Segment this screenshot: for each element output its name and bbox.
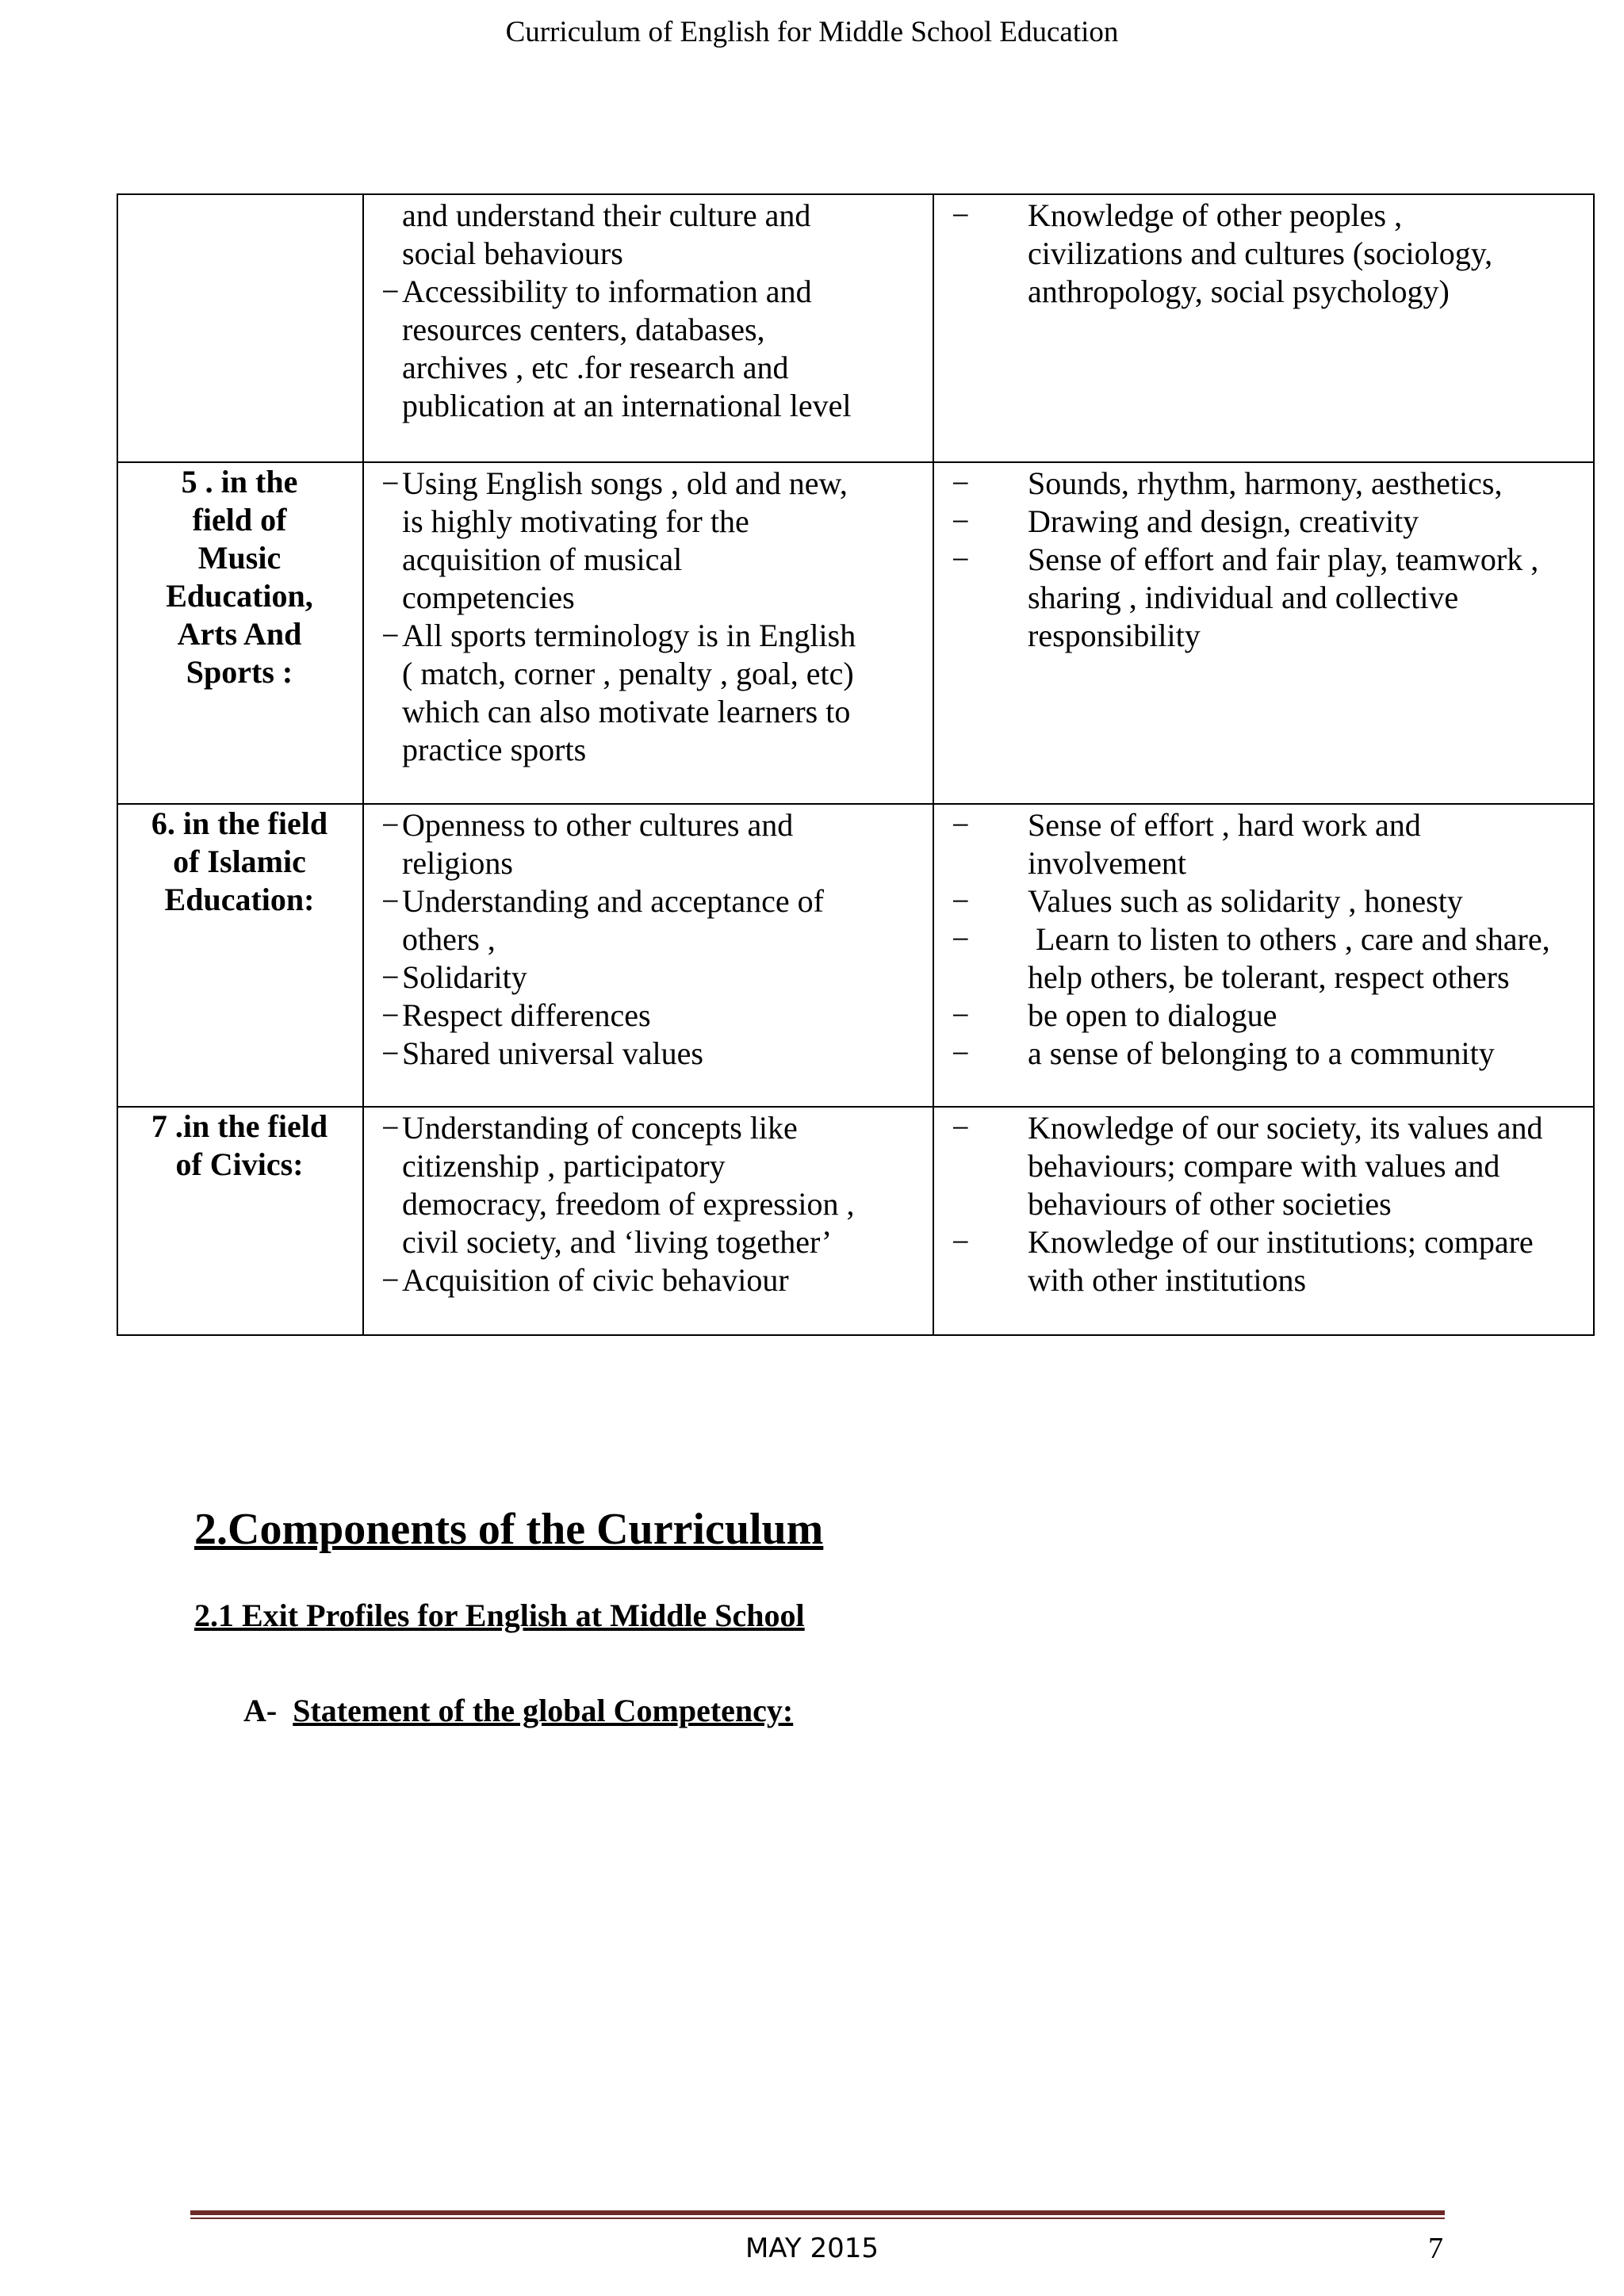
list-item bbox=[375, 997, 920, 1035]
bullet-dash: − bbox=[381, 807, 400, 843]
item-line: All sports terminology is in English bbox=[402, 618, 856, 653]
item-line: democracy, freedom of expression , bbox=[402, 1186, 855, 1222]
list-item bbox=[945, 503, 1580, 541]
page-number: 7 bbox=[1428, 2232, 1443, 2265]
field-label: 7 .in the field bbox=[151, 1108, 328, 1144]
field-cell bbox=[117, 462, 363, 804]
item-line: religions bbox=[402, 845, 513, 881]
page-header: Curriculum of English for Middle School Education bbox=[505, 16, 1119, 48]
item-line: anthropology, social psychology) bbox=[1028, 274, 1450, 309]
list-item bbox=[945, 1223, 1580, 1299]
item-line: behaviours of other societies bbox=[1028, 1186, 1392, 1222]
list-item bbox=[375, 617, 920, 769]
bullet-dash: − bbox=[381, 883, 400, 919]
curriculum-table bbox=[117, 193, 1595, 1336]
list-item bbox=[375, 959, 920, 997]
field-cell bbox=[117, 1107, 363, 1335]
section-heading: 2.Components of the Curriculum bbox=[194, 1505, 824, 1554]
item-line: archives , etc .for research and bbox=[402, 350, 789, 385]
item-line: publication at an international level bbox=[402, 388, 852, 423]
statement-heading bbox=[243, 1691, 793, 1731]
bullet-dash: − bbox=[381, 465, 400, 501]
list-item bbox=[375, 1261, 920, 1299]
bullet-dash: − bbox=[952, 1110, 970, 1146]
list-item bbox=[375, 465, 920, 617]
table-row bbox=[117, 804, 1594, 1107]
field-label: Sports : bbox=[186, 654, 293, 690]
bullet-dash: − bbox=[381, 618, 400, 653]
middle-cell bbox=[363, 804, 933, 1107]
statement-text: Statement of the global Competency: bbox=[293, 1693, 794, 1728]
bullet-dash: − bbox=[952, 807, 970, 843]
right-cell bbox=[933, 194, 1594, 462]
item-line: civil society, and ‘living together’ bbox=[402, 1224, 833, 1260]
item-line: Shared universal values bbox=[402, 1035, 703, 1071]
bullet-dash: − bbox=[381, 1110, 400, 1146]
item-line: competencies bbox=[402, 580, 575, 615]
bullet-dash: − bbox=[952, 1224, 970, 1260]
item-line: a sense of belonging to a community bbox=[1028, 1035, 1495, 1071]
item-line: be open to dialogue bbox=[1028, 997, 1277, 1033]
field-label: 5 . in the bbox=[181, 464, 298, 499]
item-line: behaviours; compare with values and bbox=[1028, 1148, 1500, 1184]
field-label: Education, bbox=[166, 578, 313, 614]
field-label: 6. in the field bbox=[151, 806, 328, 841]
right-cell bbox=[933, 462, 1594, 804]
item-line: Understanding of concepts like bbox=[402, 1110, 798, 1146]
list-item bbox=[945, 465, 1580, 503]
item-line: citizenship , participatory bbox=[402, 1148, 726, 1184]
right-cell bbox=[933, 804, 1594, 1107]
item-line: others , bbox=[402, 921, 496, 957]
field-label: Music bbox=[197, 540, 282, 576]
list-item bbox=[375, 273, 920, 425]
list-item bbox=[945, 997, 1580, 1035]
table-row bbox=[117, 462, 1594, 804]
item-line: practice sports bbox=[402, 732, 587, 767]
item-line: with other institutions bbox=[1028, 1262, 1307, 1298]
list-item bbox=[945, 1035, 1580, 1073]
continuation-line: and understand their culture and bbox=[402, 197, 811, 233]
item-line: Drawing and design, creativity bbox=[1028, 503, 1419, 539]
bullet-dash: − bbox=[952, 883, 970, 919]
item-line: Acquisition of civic behaviour bbox=[402, 1262, 789, 1298]
item-line: responsibility bbox=[1028, 618, 1201, 653]
item-line: Knowledge of other peoples , bbox=[1028, 197, 1403, 233]
list-item bbox=[375, 1109, 920, 1261]
bullet-dash: − bbox=[952, 921, 970, 957]
list-item bbox=[375, 806, 920, 882]
item-line: involvement bbox=[1028, 845, 1186, 881]
list-item bbox=[945, 806, 1580, 882]
bullet-dash: − bbox=[952, 997, 970, 1033]
field-label: of Civics: bbox=[175, 1146, 304, 1182]
bullet-dash: − bbox=[952, 503, 970, 539]
field-label: Arts And bbox=[177, 616, 302, 652]
item-line: Understanding and acceptance of bbox=[402, 883, 824, 919]
item-line: Values such as solidarity , honesty bbox=[1028, 883, 1463, 919]
field-label: field of bbox=[192, 502, 287, 538]
bullet-dash: − bbox=[952, 197, 970, 233]
subsection-heading: 2.1 Exit Profiles for English at Middle School bbox=[194, 1598, 805, 1633]
bullet-dash: − bbox=[381, 274, 400, 309]
item-line: resources centers, databases, bbox=[402, 312, 765, 347]
right-cell bbox=[933, 1107, 1594, 1335]
statement-marker: A- bbox=[243, 1693, 278, 1728]
middle-cell bbox=[363, 194, 933, 462]
field-cell bbox=[117, 194, 363, 462]
item-line: Solidarity bbox=[402, 959, 527, 995]
middle-cell bbox=[363, 462, 933, 804]
item-line: acquisition of musical bbox=[402, 541, 683, 577]
item-line: Using English songs , old and new, bbox=[402, 465, 848, 501]
item-line: Openness to other cultures and bbox=[402, 807, 794, 843]
bullet-dash: − bbox=[381, 959, 400, 995]
item-line: sharing , individual and collective bbox=[1028, 580, 1459, 615]
item-line: civilizations and cultures (sociology, bbox=[1028, 235, 1493, 271]
continuation-line: social behaviours bbox=[402, 235, 623, 271]
list-item bbox=[945, 541, 1580, 655]
bullet-dash: − bbox=[381, 1035, 400, 1071]
list-item bbox=[375, 882, 920, 959]
list-item bbox=[945, 920, 1580, 997]
middle-cell bbox=[363, 1107, 933, 1335]
list-item bbox=[375, 1035, 920, 1073]
item-line: which can also motivate learners to bbox=[402, 694, 851, 729]
bullet-dash: − bbox=[952, 541, 970, 577]
item-line: Sense of effort , hard work and bbox=[1028, 807, 1421, 843]
bullet-dash: − bbox=[952, 1035, 970, 1071]
bullet-dash: − bbox=[381, 1262, 400, 1298]
bullet-dash: − bbox=[952, 465, 970, 501]
list-item bbox=[945, 1109, 1580, 1223]
item-line: Respect differences bbox=[402, 997, 651, 1033]
item-line: ( match, corner , penalty , goal, etc) bbox=[402, 656, 854, 691]
footer-rule bbox=[190, 2210, 1445, 2215]
item-line: Sense of effort and fair play, teamwork , bbox=[1028, 541, 1539, 577]
field-cell bbox=[117, 804, 363, 1107]
footer-rule-thin bbox=[190, 2218, 1445, 2219]
list-item bbox=[945, 197, 1580, 311]
list-item bbox=[945, 882, 1580, 920]
item-line: Accessibility to information and bbox=[402, 274, 812, 309]
item-line: Learn to listen to others , care and share, bbox=[1028, 921, 1550, 957]
bullet-dash: − bbox=[381, 997, 400, 1033]
item-line: Knowledge of our institutions; compare bbox=[1028, 1224, 1534, 1260]
item-line: help others, be tolerant, respect others bbox=[1028, 959, 1510, 995]
table-row bbox=[117, 194, 1594, 462]
table-row bbox=[117, 1107, 1594, 1335]
item-line: Sounds, rhythm, harmony, aesthetics, bbox=[1028, 465, 1503, 501]
field-label: Education: bbox=[164, 882, 315, 917]
item-line: is highly motivating for the bbox=[402, 503, 749, 539]
field-label: of Islamic bbox=[173, 844, 306, 879]
footer-date: MAY 2015 bbox=[745, 2233, 879, 2264]
item-line: Knowledge of our society, its values and bbox=[1028, 1110, 1543, 1146]
